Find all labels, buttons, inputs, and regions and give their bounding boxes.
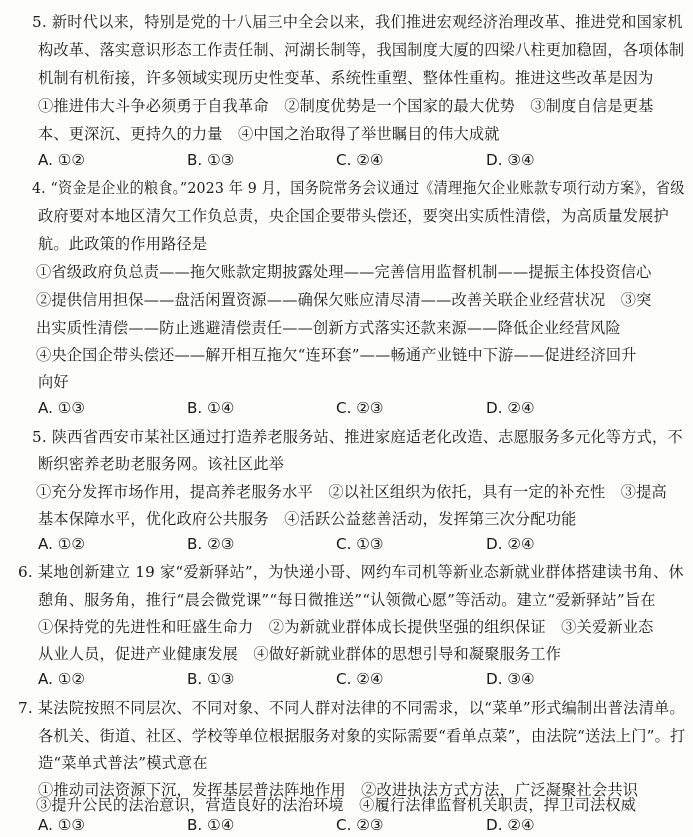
- question-5-option-a[interactable]: A. ①③: [38, 816, 86, 834]
- question-2-option-d[interactable]: D. ②④: [486, 399, 535, 417]
- question-5-option-c[interactable]: C. ②③: [336, 816, 384, 834]
- question-3-line-3: ①充分发挥市场作用，提高养老服务水平 ②以社区组织为依托，具有一定的补充性 ③提高: [36, 483, 667, 501]
- question-2-option-b[interactable]: B. ①④: [187, 399, 235, 417]
- question-3-line-4: 基本保障水平，优化政府公共服务 ④活跃公益慈善活动，发挥第三次分配功能: [38, 510, 577, 528]
- question-1-option-b[interactable]: B. ①③: [187, 151, 235, 169]
- question-5-option-b[interactable]: B. ①④: [187, 816, 235, 834]
- question-5-option-d[interactable]: D. ②④: [486, 816, 535, 834]
- question-4-line-1: 6. 某地创新建立 19 家“爱新驿站”，为快递小哥、网约车司机等新业态新就业群体搭建读书角、休: [18, 563, 684, 581]
- question-5-line-5: ③提升公民的法治意识，营造良好的法治环境 ④履行法律监督机关职责，捍卫司法权威: [36, 796, 637, 814]
- question-4-option-d[interactable]: D. ③④: [486, 670, 535, 688]
- question-2-line-5: ②提供信用担保——盘活闲置资源——确保欠账应清尽清——改善关联企业经营状况 ③突: [36, 291, 652, 309]
- question-3-option-c[interactable]: C. ①③: [336, 535, 384, 553]
- question-3-option-a[interactable]: A. ①②: [38, 535, 86, 553]
- question-2-line-8: 向好: [38, 373, 69, 391]
- question-2-option-c[interactable]: C. ②③: [336, 399, 384, 417]
- question-4-line-2: 憩角、服务角，推行“晨会微党课”“每日微推送”“认领微心愿”等活动。建立“爱新驿站”旨在: [38, 591, 656, 609]
- question-2-line-6: 出实质性清偿——防止逃避清偿责任——创新方式落实还款来源——降低企业经营风险: [36, 319, 621, 337]
- question-2-line-7: ④央企国企带头偿还——解开相互拖欠“连环套”——畅通产业链中下游——促进经济回升: [36, 346, 637, 364]
- question-1-option-d[interactable]: D. ③④: [486, 151, 535, 169]
- question-1-line-5: 本、更深沉、更持久的力量 ④中国之治取得了举世瞩目的伟大成就: [38, 125, 500, 143]
- question-1-option-a[interactable]: A. ①②: [38, 151, 86, 169]
- question-1-line-4: ①推进伟大斗争必须勇于自我革命 ②制度优势是一个国家的最大优势 ③制度自信是更基: [38, 97, 654, 115]
- question-2-line-4: ①省级政府负总责——拖欠账款定期披露处理——完善信用监督机制——提振主体投资信心: [36, 263, 652, 281]
- question-2-line-2: 政府要对本地区清欠工作负总责，央企国企要带头偿还，要突出实质性清偿，为高质量发展护: [38, 207, 669, 225]
- question-3-line-1: 5. 陕西省西安市某社区通过打造养老服务站、推进家庭适老化改造、志愿服务多元化等方式，不: [32, 428, 683, 446]
- question-2-line-3: 航。此政策的作用路径是: [38, 235, 208, 253]
- question-2-option-a[interactable]: A. ①③: [38, 399, 86, 417]
- question-5-line-3: 造“菜单式普法”模式意在: [38, 754, 208, 772]
- question-2-line-1: 4. “资金是企业的粮食。”2023 年 9 月，国务院常务会议通过《清理拖欠企业账款专项行动方案》，省级: [32, 179, 685, 197]
- question-5-line-1: 7. 某法院按照不同层次、不同对象、不同人群对法律的不同需求，以“菜单”形式编制出普法清单。: [18, 699, 685, 717]
- question-1-line-1: 5. 新时代以来，特别是党的十八届三中全会以来，我们推进宏观经济治理改革、推进党和国家机: [32, 13, 683, 31]
- question-4-line-3: ①保持党的先进性和旺盛生命力 ②为新就业群体成长提供坚强的组织保证 ③关爱新业态: [38, 618, 654, 636]
- question-4-option-a[interactable]: A. ①②: [38, 670, 86, 688]
- question-4-option-c[interactable]: C. ②④: [336, 670, 384, 688]
- question-3-option-d[interactable]: D. ②④: [486, 535, 535, 553]
- question-5-line-4: ①推动司法资源下沉，发挥基层普法阵地作用 ②改进执法方式方法，广泛凝聚社会共识: [38, 781, 639, 799]
- question-3-line-2: 断织密养老助老服务网。该社区此举: [38, 455, 285, 473]
- question-5-line-2: 各机关、街道、社区、学校等单位根据服务对象的实际需要“看单点菜”，由法院“送法上门”。打: [38, 727, 686, 745]
- question-4-line-4: 从业人员，促进产业健康发展 ④做好新就业群体的思想引导和凝聚服务工作: [38, 645, 562, 663]
- question-1-line-2: 构改革、落实意识形态工作责任制、河湖长制等，我国制度大厦的四梁八柱更加稳固，各项体制: [38, 41, 685, 59]
- question-3-option-b[interactable]: B. ②③: [187, 535, 235, 553]
- question-4-option-b[interactable]: B. ①③: [187, 670, 235, 688]
- question-1-line-3: 机制有机衔接，许多领域实现历史性变革、系统性重塑、整体性重构。推进这些改革是因为: [38, 69, 654, 87]
- question-1-option-c[interactable]: C. ②④: [336, 151, 384, 169]
